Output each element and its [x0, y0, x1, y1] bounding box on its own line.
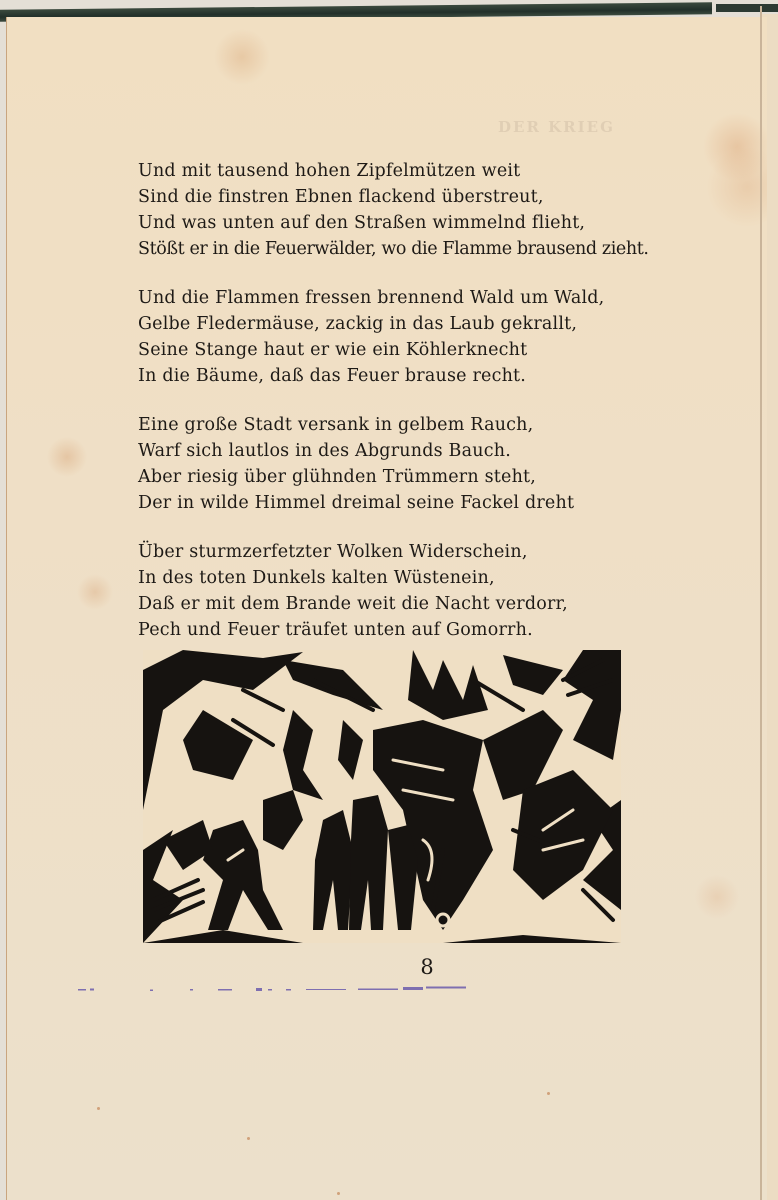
poem-line: In des toten Dunkels kalten Wüstenein, — [138, 568, 495, 588]
page-number: 8 — [420, 955, 434, 979]
poem-line: Über sturmzerfetzter Wolken Widerschein, — [138, 542, 528, 562]
foxing-spot — [97, 1107, 100, 1110]
purple-stamp-mark — [78, 985, 483, 993]
poem-line: Und mit tausend hohen Zipfelmützen weit — [138, 161, 521, 181]
poem-line: Und was unten auf den Straßen wimmelnd flieht, — [138, 213, 586, 233]
poem-line: Stößt er in die Feuerwälder, wo die Flamme brausend zieht. — [138, 239, 649, 259]
poem-line: Der in wilde Himmel dreimal seine Fackel dreht — [138, 493, 575, 513]
poem-line: Seine Stange haut er wie ein Köhlerknecht — [138, 340, 528, 360]
stanza — [138, 539, 649, 643]
poem-text — [138, 158, 649, 666]
foxing-spot — [247, 1137, 250, 1140]
stanza — [138, 158, 649, 262]
show-through-heading: DER KRIEG — [498, 118, 615, 136]
poem-line: Gelbe Fledermäuse, zackig in das Laub gekrallt, — [138, 314, 578, 334]
foxing-spot — [337, 1192, 340, 1195]
stanza — [138, 412, 649, 516]
poem-line: Sind die finstren Ebnen flackend überstreut, — [138, 187, 544, 207]
poem-line: Eine große Stadt versank in gelbem Rauch, — [138, 415, 534, 435]
poem-line: Daß er mit dem Brande weit die Nacht verdorr, — [138, 594, 568, 614]
poem-line: Pech und Feuer träufet unten auf Gomorrh. — [138, 620, 533, 640]
woodcut-illustration — [143, 650, 621, 943]
book-cover-edge-right — [716, 4, 778, 12]
poem-line: Aber riesig über glühnden Trümmern steht, — [138, 467, 537, 487]
poem-line: In die Bäume, daß das Feuer brause recht. — [138, 366, 527, 386]
stanza — [138, 285, 649, 389]
page-fold-line — [760, 6, 762, 1200]
poem-line: Warf sich lautlos in des Abgrunds Bauch. — [138, 441, 511, 461]
foxing-spot — [547, 1092, 550, 1095]
poem-line: Und die Flammen fressen brennend Wald um Wald, — [138, 288, 605, 308]
